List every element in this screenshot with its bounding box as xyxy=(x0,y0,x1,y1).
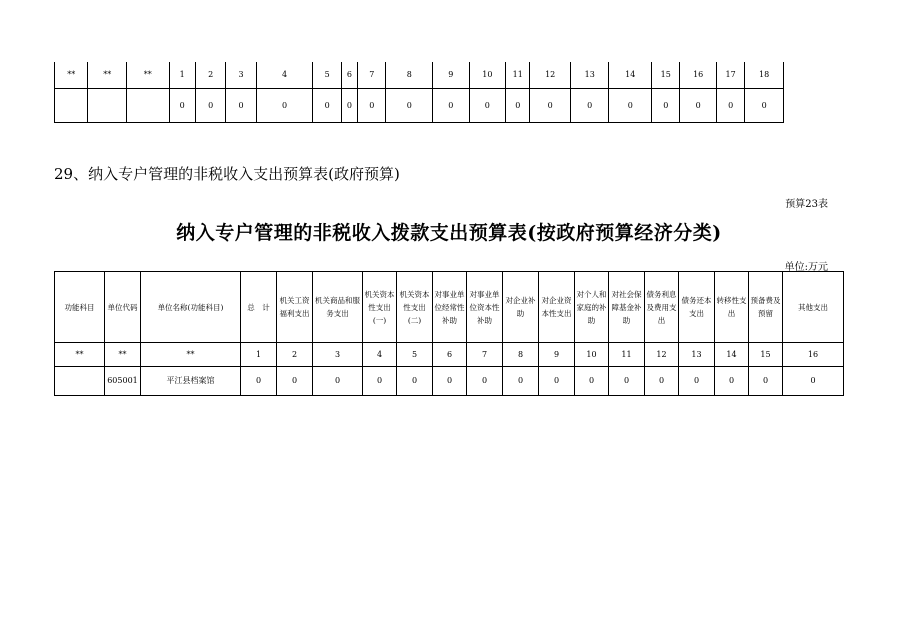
index-cell: 2 xyxy=(195,62,225,89)
table-cell: 平江县档案馆 xyxy=(141,367,241,396)
index-cell: 1 xyxy=(241,343,277,367)
index-cell: 2 xyxy=(277,343,313,367)
column-header: 债务还本支出 xyxy=(679,272,715,343)
index-cell: 11 xyxy=(609,343,645,367)
value-cell xyxy=(88,89,127,123)
table-header-row xyxy=(55,272,844,343)
value-cell: 0 xyxy=(530,89,571,123)
index-cell: ** xyxy=(55,62,88,89)
column-header: 机关资本性支出(二) xyxy=(397,272,433,343)
unit-label: 单位:万元 xyxy=(784,262,828,273)
table-cell: 0 xyxy=(609,367,645,396)
index-cell: 16 xyxy=(680,62,717,89)
table-cell: 0 xyxy=(241,367,277,396)
index-cell: 7 xyxy=(358,62,386,89)
value-cell: 0 xyxy=(386,89,433,123)
index-cell: 6 xyxy=(341,62,357,89)
column-header: 单位名称(功能科目) xyxy=(141,272,241,343)
index-cell: 8 xyxy=(503,343,539,367)
value-cell: 0 xyxy=(745,89,784,123)
value-cell: 0 xyxy=(609,89,652,123)
table-cell: 0 xyxy=(645,367,679,396)
value-cell: 0 xyxy=(570,89,609,123)
value-cell: 0 xyxy=(313,89,341,123)
index-cell: 13 xyxy=(679,343,715,367)
table-number: 预算23表 xyxy=(785,199,828,210)
index-cell: 17 xyxy=(716,62,744,89)
value-cell: 0 xyxy=(226,89,256,123)
column-header: 预备费及预留 xyxy=(749,272,783,343)
column-header: 单位代码 xyxy=(105,272,141,343)
value-cell: 0 xyxy=(358,89,386,123)
value-cell xyxy=(55,89,88,123)
table-cell: 0 xyxy=(397,367,433,396)
table-cell: 0 xyxy=(433,367,467,396)
index-cell: ** xyxy=(141,343,241,367)
value-cell: 0 xyxy=(433,89,470,123)
column-header: 机关工资福利支出 xyxy=(277,272,313,343)
table-cell: 0 xyxy=(467,367,503,396)
index-cell: 4 xyxy=(363,343,397,367)
column-header: 对社会保障基金补助 xyxy=(609,272,645,343)
table-cell xyxy=(55,367,105,396)
index-cell: 15 xyxy=(652,62,680,89)
top-table-index-row xyxy=(55,62,784,89)
index-cell: 1 xyxy=(169,62,195,89)
index-cell: 7 xyxy=(467,343,503,367)
table-cell: 0 xyxy=(277,367,313,396)
table-index-row xyxy=(55,343,844,367)
top-table-value-row xyxy=(55,89,784,123)
column-header: 对企业资本性支出 xyxy=(539,272,575,343)
column-header: 债务利息及费用支出 xyxy=(645,272,679,343)
index-cell: 9 xyxy=(539,343,575,367)
column-header: 对事业单位资本性补助 xyxy=(467,272,503,343)
index-cell: 3 xyxy=(226,62,256,89)
main-title: 纳入专户管理的非税收入拨款支出预算表(按政府预算经济分类) xyxy=(176,222,722,244)
value-cell: 0 xyxy=(195,89,225,123)
index-cell: 9 xyxy=(433,62,470,89)
table-cell: 0 xyxy=(313,367,363,396)
value-cell: 0 xyxy=(680,89,717,123)
top-partial-table xyxy=(54,62,784,123)
index-cell: ** xyxy=(105,343,141,367)
index-cell: 16 xyxy=(783,343,844,367)
column-header: 其他支出 xyxy=(783,272,844,343)
table-cell: 0 xyxy=(539,367,575,396)
table-cell: 0 xyxy=(679,367,715,396)
section-heading: 29、纳入专户管理的非税收入支出预算表(政府预算) xyxy=(54,165,400,183)
index-cell: 6 xyxy=(433,343,467,367)
index-cell: 5 xyxy=(397,343,433,367)
column-header: 功能科目 xyxy=(55,272,105,343)
table-row xyxy=(55,367,844,396)
column-header: 机关资本性支出(一) xyxy=(363,272,397,343)
value-cell xyxy=(126,89,169,123)
column-header: 转移性支出 xyxy=(715,272,749,343)
index-cell: 14 xyxy=(609,62,652,89)
value-cell: 0 xyxy=(341,89,357,123)
value-cell: 0 xyxy=(716,89,744,123)
index-cell: 18 xyxy=(745,62,784,89)
table-cell: 0 xyxy=(749,367,783,396)
table-cell: 0 xyxy=(363,367,397,396)
index-cell: 15 xyxy=(749,343,783,367)
index-cell: 12 xyxy=(530,62,571,89)
column-header: 对事业单位经常性补助 xyxy=(433,272,467,343)
value-cell: 0 xyxy=(469,89,506,123)
index-cell: ** xyxy=(88,62,127,89)
index-cell: 10 xyxy=(575,343,609,367)
column-header: 对个人和家庭的补助 xyxy=(575,272,609,343)
index-cell: 12 xyxy=(645,343,679,367)
budget-table xyxy=(54,271,844,396)
index-cell: 14 xyxy=(715,343,749,367)
value-cell: 0 xyxy=(256,89,313,123)
index-cell: 10 xyxy=(469,62,506,89)
index-cell: 4 xyxy=(256,62,313,89)
index-cell: 11 xyxy=(506,62,530,89)
index-cell: 13 xyxy=(570,62,609,89)
table-cell: 0 xyxy=(575,367,609,396)
table-cell: 0 xyxy=(783,367,844,396)
index-cell: 8 xyxy=(386,62,433,89)
value-cell: 0 xyxy=(506,89,530,123)
table-cell: 605001 xyxy=(105,367,141,396)
value-cell: 0 xyxy=(169,89,195,123)
column-header: 总 计 xyxy=(241,272,277,343)
column-header: 机关商品和服务支出 xyxy=(313,272,363,343)
index-cell: 3 xyxy=(313,343,363,367)
index-cell: ** xyxy=(126,62,169,89)
column-header: 对企业补助 xyxy=(503,272,539,343)
table-cell: 0 xyxy=(715,367,749,396)
index-cell: ** xyxy=(55,343,105,367)
index-cell: 5 xyxy=(313,62,341,89)
value-cell: 0 xyxy=(652,89,680,123)
table-cell: 0 xyxy=(503,367,539,396)
